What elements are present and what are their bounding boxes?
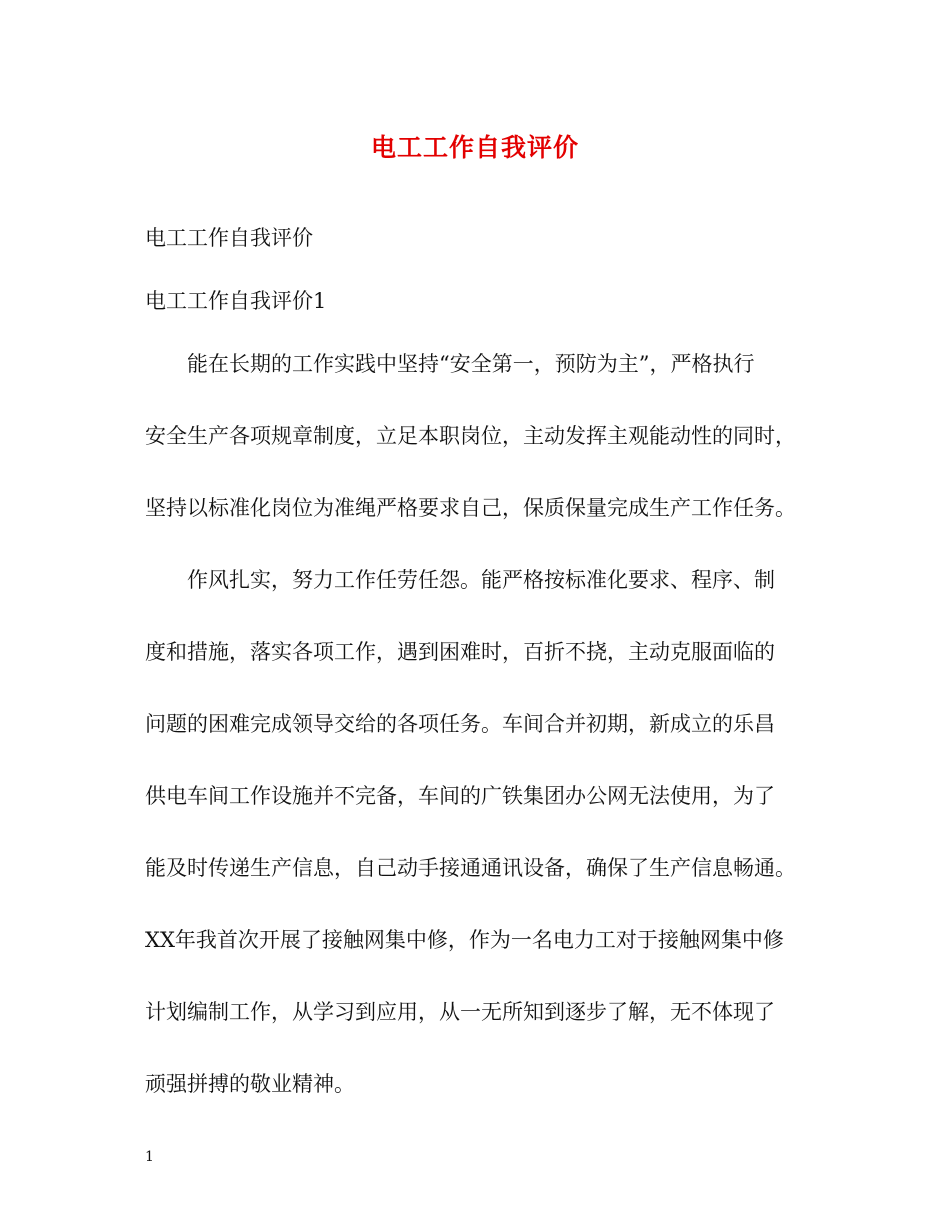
paragraph-line: 能及时传递生产信息，自己动手接通通讯设备，确保了生产信息畅通。 [145,856,796,880]
section-heading: 电工工作自我评价 [145,226,313,250]
paragraph-line: 问题的困难完成领导交给的各项任务。车间合并初期，新成立的乐昌 [145,712,775,736]
paragraph-line: 安全生产各项规章制度，立足本职岗位，主动发挥主观能动性的同时， [145,424,796,448]
paragraph-line: 度和措施，落实各项工作，遇到困难时，百折不挠，主动克服面临的 [145,640,775,664]
paragraph-line: 能在长期的工作实践中坚持“安全第一，预防为主”，严格执行 [187,352,755,376]
paragraph-line: 顽强拼搏的敬业精神。 [145,1072,355,1096]
document-title: 电工工作自我评价 [370,133,579,162]
section-subheading: 电工工作自我评价1 [145,289,327,313]
paragraph-line: 供电车间工作设施并不完备，车间的广铁集团办公网无法使用，为了 [145,784,775,808]
paragraph-line: 计划编制工作，从学习到应用，从一无所知到逐步了解，无不体现了 [145,1000,775,1024]
paragraph-line: 作风扎实，努力工作任劳任怨。能严格按标准化要求、程序、制 [187,568,775,592]
paragraph-line: 坚持以标准化岗位为准绳严格要求自己，保质保量完成生产工作任务。 [145,496,796,520]
page-number: 1 [145,1149,154,1165]
document-body [145,213,820,1131]
paragraph-line: XX年我首次开展了接触网集中修，作为一名电力工对于接触网集中修 [145,928,784,952]
